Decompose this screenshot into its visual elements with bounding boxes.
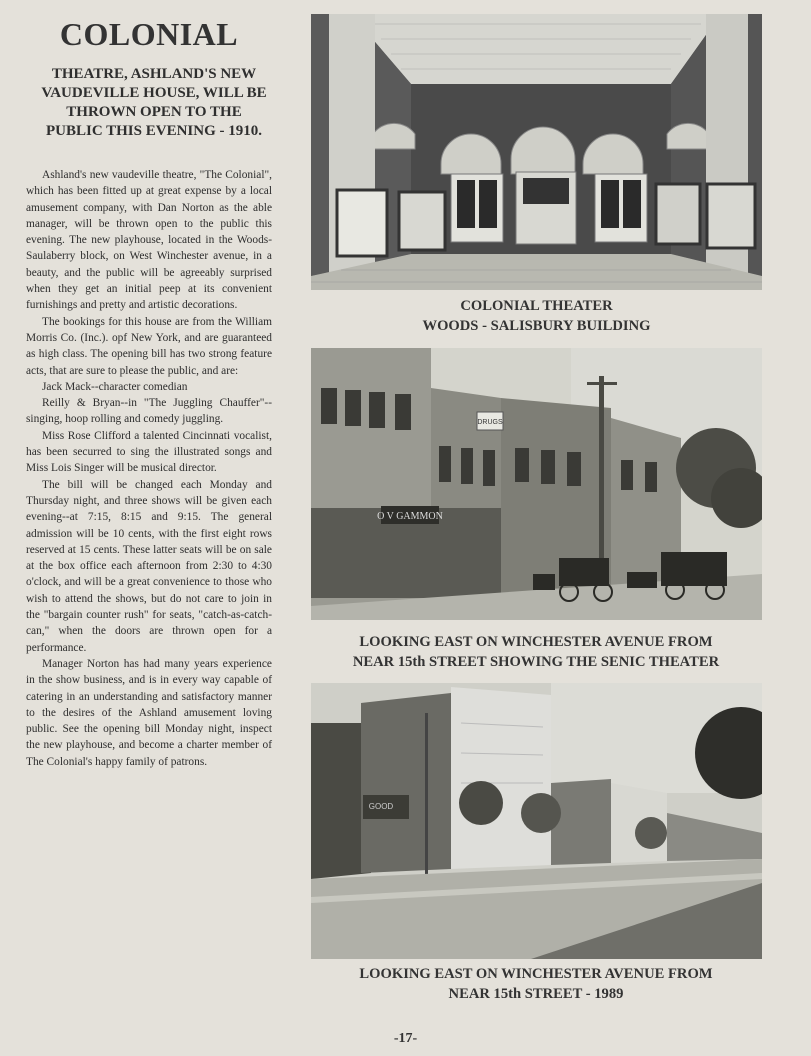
caption-line: LOOKING EAST ON WINCHESTER AVENUE FROM [359, 966, 713, 982]
article-headline: THEATRE, ASHLAND'S NEW VAUDEVILLE HOUSE, WILL BE THROWN OPEN TO THE PUBLIC THIS EVENING - 1910. [41, 66, 267, 139]
caption-line: LOOKING EAST ON WINCHESTER AVENUE FROM [359, 634, 713, 650]
caption-line: WOODS - SALISBURY BUILDING [422, 318, 651, 334]
article-paragraph: Reilly & Bryan--in "The Juggling Chauffer"--singing, hoop rolling and comedy juggling. [26, 397, 272, 426]
caption-line: COLONIAL THEATER [460, 298, 613, 314]
article-paragraph: The bookings for this house are from the William Morris Co. (Inc.). opf New York, and are guaranteed as high class. The opening bill has two strong feature acts, that are sure to please the public, and are: [26, 315, 272, 377]
article-paragraph: Manager Norton has had many years experience in the show business, and is in every way capable of catering in an understanding and satisfactory manner to the desires of the Ashland amusement loving public. See the opening bill Monday night, inspect the new playhouse, and become a charter member of The Colonial's happy family of patrons. [26, 657, 272, 768]
photo-caption [306, 964, 766, 1004]
photo-modern-street [311, 683, 762, 959]
caption-line: NEAR 15th STREET SHOWING THE SENIC THEATER [352, 654, 720, 670]
article-paragraph: Jack Mack--character comedian [42, 380, 188, 393]
article-paragraph: The bill will be changed each Monday and Thursday night, and three shows will be given each evening--at 7:15, 8:15 and 9:15. The general admission will be 10 cents, with the first eight rows reserved at 15 cents. These latter seats will be on sale at the box office each afternoon from 2:30 to 4:30 o'clock, and will be a great convenience to those who wish to attend the shows, but do not care to join in the "bargain counter rush" for seats, "catch-as-catch-can," when the doors are thrown open for a performance. [26, 478, 272, 654]
article-body [26, 167, 272, 770]
photo-historic-street [311, 348, 762, 620]
storefront-sign: GOOD [368, 802, 394, 811]
page-number: -17- [393, 1031, 418, 1046]
article-title: COLONIAL [59, 16, 239, 52]
drugstore-sign: DRUGS [477, 419, 503, 426]
article-column [26, 12, 272, 770]
storefront-sign: O V GAMMON [377, 511, 443, 522]
photo-theater-entrance [311, 14, 762, 290]
caption-line: NEAR 15th STREET - 1989 [448, 986, 624, 1002]
photo-caption [311, 296, 762, 336]
photo-caption [306, 632, 766, 672]
article-paragraph: Miss Rose Clifford a talented Cincinnati vocalist, has been securred to sing the illustrated songs and Miss Lois Singer will be musical director. [26, 429, 272, 475]
article-paragraph: Ashland's new vaudeville theatre, "The Colonial", which has been fitted up at great expense by a local amusement company, with Dan Norton as the able manager, will be thrown open to the public this evening. The new playhouse, located in the Woods-Saulaberry block, on West Winchester avenue, in a beauty, and the public will be agreeably surprised when they get an initial peep at its convenient furnishings and pretty and artistic decorations. [26, 169, 272, 312]
